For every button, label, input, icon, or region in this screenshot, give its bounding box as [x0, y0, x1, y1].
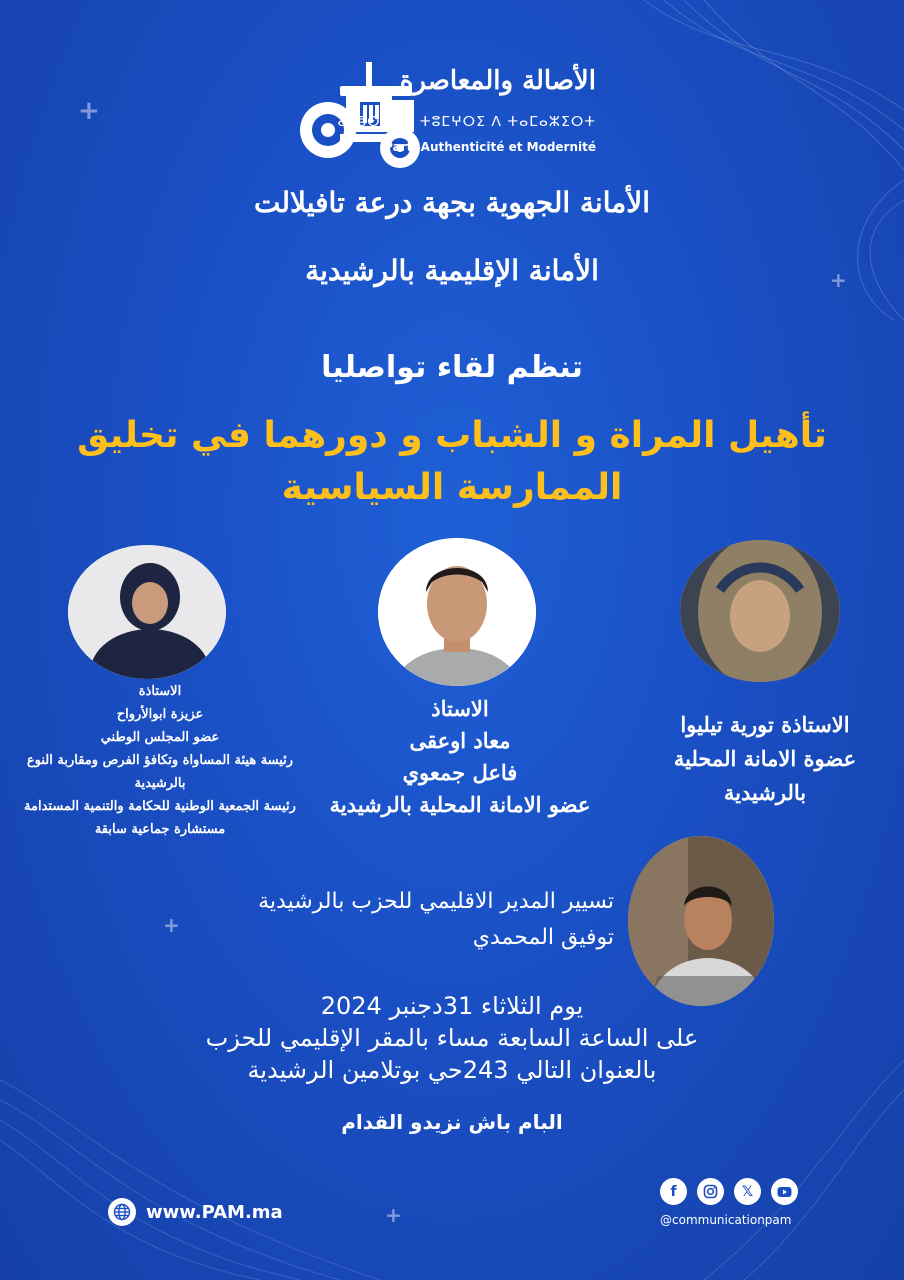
- party-name-tifinagh: ⴰⵎⵓⵙⵙⵓ ⵏ ⵜⵓⵎⵖⵔⵉ ⴷ ⵜⴰⵎⴰⵣⵉⵔⵜ: [337, 114, 596, 130]
- event-schedule: [180, 990, 724, 1086]
- moderator-role: تسيير المدير الاقليمي للحزب بالرشيدية: [258, 889, 614, 914]
- plus-decoration: +: [830, 268, 847, 292]
- social-links: [660, 1178, 798, 1205]
- x-icon[interactable]: 𝕏: [734, 1178, 761, 1205]
- social-handle[interactable]: @communicationpam: [660, 1213, 792, 1227]
- party-logo: [300, 60, 610, 180]
- speaker-middle-title: الاستاذ: [431, 696, 489, 721]
- speaker-right-name: الاستاذة تورية تيليوا: [680, 712, 850, 737]
- speaker-middle-info: [300, 693, 620, 821]
- speaker-left-role: رئيسة الجمعية الوطنية للحكامة والتنمية المستدامة: [24, 799, 296, 814]
- globe-icon: [108, 1198, 136, 1226]
- wave-decoration-bottom-right: [644, 1060, 904, 1280]
- speaker-left-role: عضو المجلس الوطني: [100, 730, 220, 745]
- speaker-left-role: رئيسة هيئة المساواة وتكافؤ الفرص ومقاربة النوع بالرشيدية: [26, 753, 294, 791]
- speaker-left-role: مستشارة جماعية سابقة: [94, 822, 226, 837]
- speaker-photo-left: [68, 545, 226, 679]
- facebook-icon[interactable]: f: [660, 1178, 687, 1205]
- website-url: www.PAM.ma: [146, 1201, 283, 1223]
- speaker-photo-right: [680, 540, 840, 682]
- event-tagline: تنظم لقاء تواصليا: [321, 350, 583, 385]
- speaker-right-role: عضوة الامانة المحلية بالرشيدية: [673, 746, 857, 805]
- website-link[interactable]: [108, 1198, 283, 1226]
- regional-secretariat: الأمانة الجهوية بجهة درعة تافيلالت: [253, 186, 651, 219]
- speaker-right-info: [630, 708, 900, 810]
- party-name-french: Parti Authenticité et Modernité: [384, 140, 596, 154]
- event-title: تأهيل المراة و الشباب و دورهما في تخليق الممارسة السياسية: [77, 415, 827, 509]
- moderator-name: توفيق المحمدي: [472, 925, 614, 950]
- event-date: يوم الثلاثاء 31دجنبر 2024: [320, 992, 584, 1020]
- speaker-middle-role: فاعل جمعوي: [402, 760, 518, 785]
- provincial-secretariat: الأمانة الإقليمية بالرشيدية: [305, 254, 599, 287]
- moderator-photo: [628, 836, 774, 1006]
- plus-decoration: +: [78, 96, 100, 126]
- speaker-photo-middle: [378, 538, 536, 686]
- speaker-left-info: [10, 680, 310, 841]
- event-address: بالعنوان التالي 243حي بوتلامين الرشيدية: [247, 1056, 657, 1084]
- speaker-left-title: الاستاذة: [138, 684, 182, 699]
- plus-decoration: +: [163, 913, 180, 937]
- party-name-arabic: الأصالة والمعاصرة: [399, 66, 596, 96]
- party-slogan: البام باش نزيدو القدام: [341, 1110, 563, 1134]
- speaker-left-name: عزيزة ابوالأرواح: [116, 707, 204, 722]
- event-time-place: على الساعة السابعة مساء بالمقر الإقليمي للحزب: [205, 1024, 699, 1052]
- moderator-info: [200, 884, 614, 956]
- speaker-middle-name: معاد اوعقى: [409, 728, 511, 753]
- speaker-middle-role: عضو الامانة المحلية بالرشيدية: [329, 792, 591, 817]
- plus-decoration: +: [385, 1203, 402, 1227]
- instagram-icon[interactable]: [697, 1178, 724, 1205]
- youtube-icon[interactable]: [771, 1178, 798, 1205]
